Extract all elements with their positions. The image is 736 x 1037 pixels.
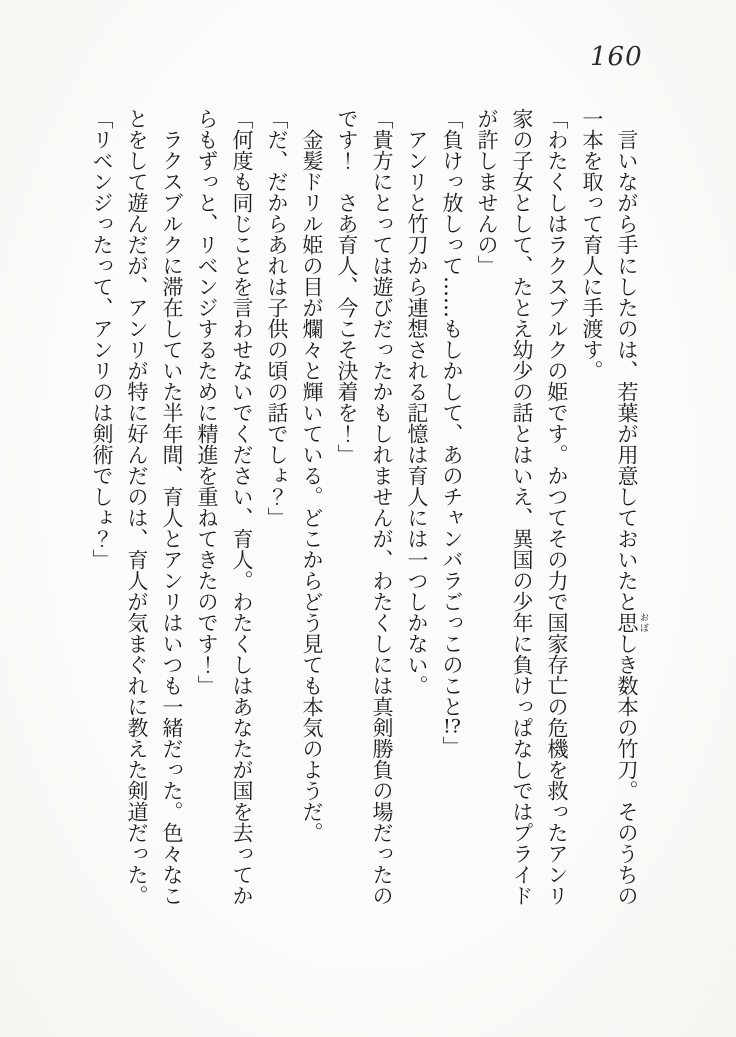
paragraph-10: 「リベンジったって、アンリのは剣術でしょ？」 xyxy=(90,108,114,570)
paragraph-7: 「だ、だからあれは子供の頃の話でしょ？」 xyxy=(265,108,289,528)
paragraph-2: 「わたくしはラクスブルクの姫です。かつてその力で国家存亡の危機を救ったアンリ家の子女として、たとえ幼少の話とはいえ、異国の少年に負けっぱなしではプライドが許しませんの」 xyxy=(475,108,569,906)
paragraph-4: アンリと竹刀から連想される記憶は育人には一つしかない。 xyxy=(405,129,429,696)
tate-chu-yoko-exclamation-question: !? xyxy=(443,717,461,736)
paragraph-3: 「負けっ放しって……もしかして、あのチャンバラごっこのこと!?」 xyxy=(440,108,464,757)
page-number: 160 xyxy=(590,42,643,72)
paragraph-8: 「何度も同じことを言わせないでください、育人。わたくしはあなたが国を去ってからもずっと、リベンジするために精進を重ねてきたのです！」 xyxy=(195,108,254,906)
paragraph-5: 「貴方にとっては遊びだったかもしれませんが、わたくしには真剣勝負の場だったのです！ さあ育人、今こそ決着を！」 xyxy=(335,108,394,906)
paragraph-6: 金髪ドリル姫の目が爛々と輝いている。どこからどう見ても本気のようだ。 xyxy=(300,129,324,843)
paragraph-9: ラクスブルクに滞在していた半年間、育人とアンリはいつも一緒だった。色々なことをして遊んだが、アンリが特に好んだのは、育人が気まぐれに教えた剣道だった。 xyxy=(125,108,184,906)
page-text xyxy=(85,108,648,910)
ruby-annotated-text: 思 おぼ xyxy=(615,612,648,633)
paragraph-1: 言いながら手にしたのは、若葉が用意しておいたと思 おぼしき数本の竹刀。そのうちの一本を取って育人に手渡す。 xyxy=(580,108,648,906)
